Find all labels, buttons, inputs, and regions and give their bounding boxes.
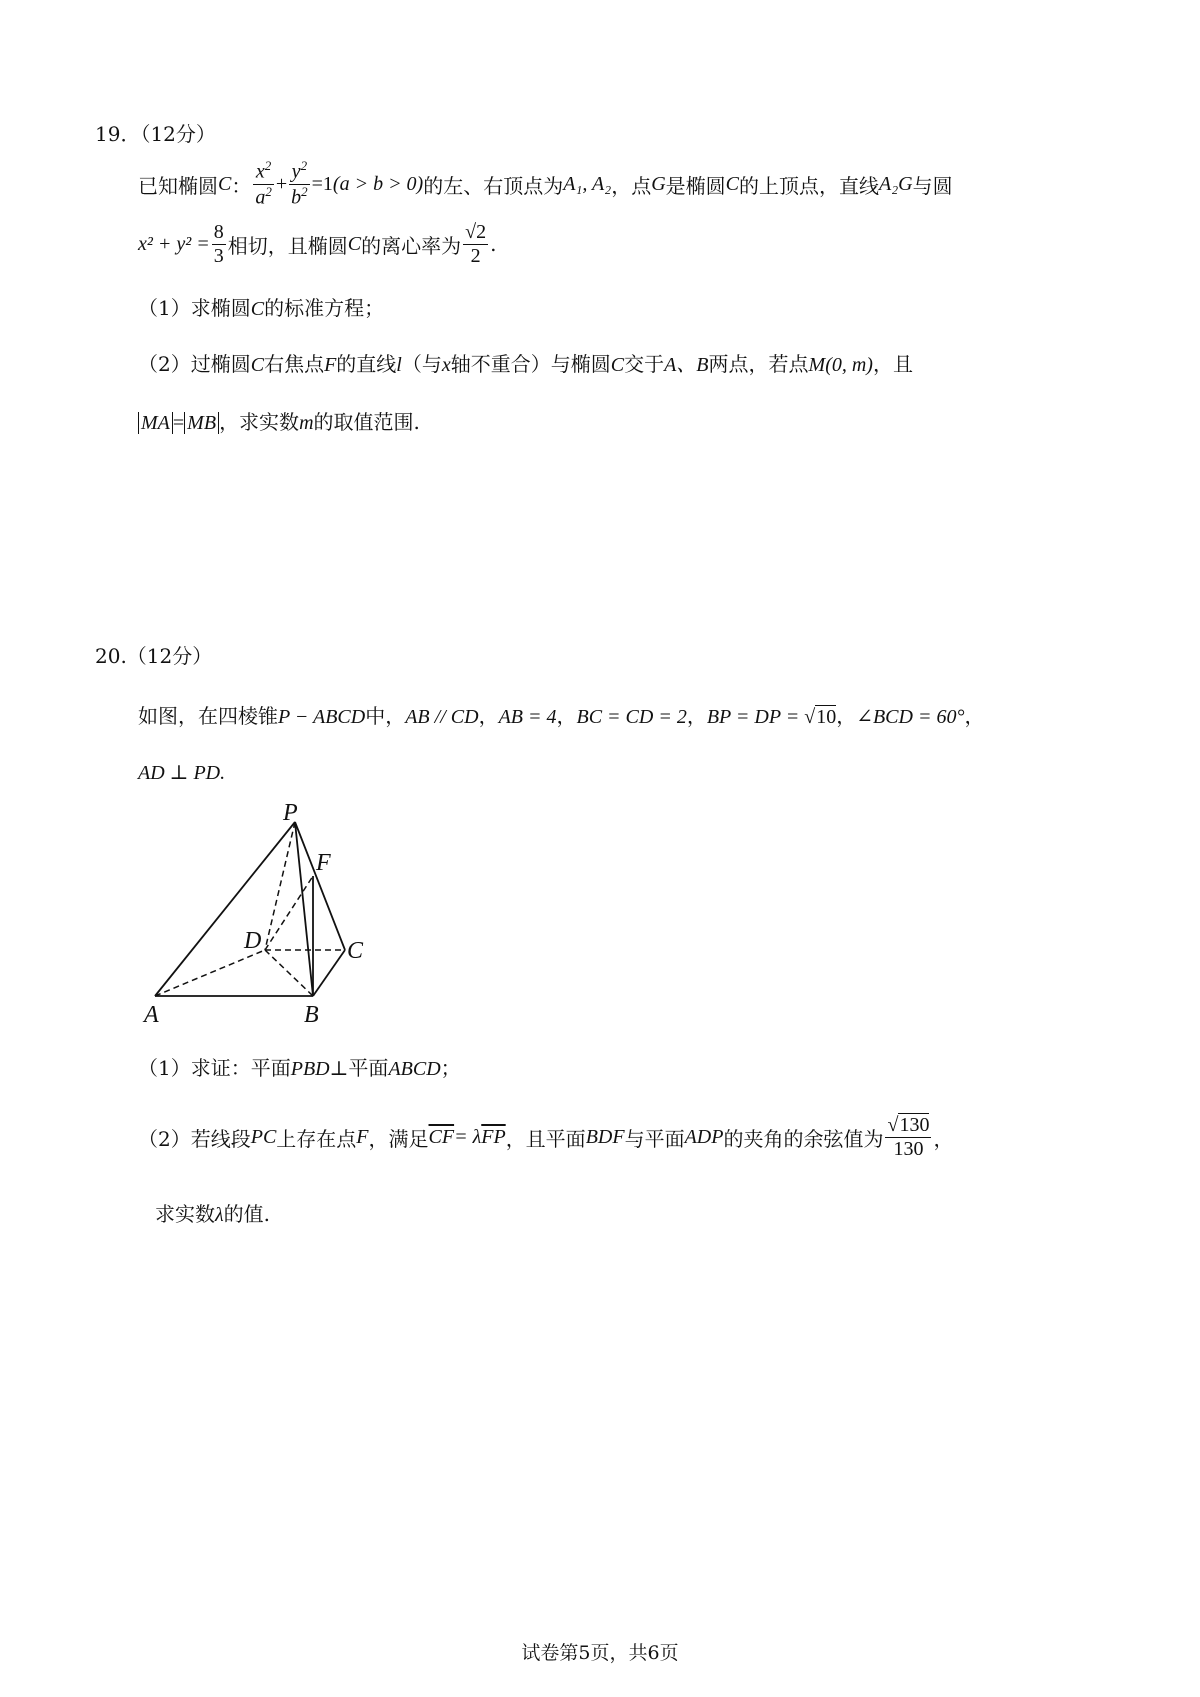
q20-part2-line2: 求实数λ的值.	[155, 1202, 271, 1226]
edge-PA	[155, 822, 295, 996]
edge-DB	[265, 950, 313, 996]
q19-part1: （1）求椭圆C的标准方程；	[138, 296, 385, 320]
q19-stem-line2: x² + y² = $\frac{8}{3}$ 相切，且椭圆 C 的离心率为 $\frac{√2}{2}$ .	[138, 220, 497, 267]
edge-AD	[155, 950, 265, 996]
q19-heading: 19．（12分）	[95, 122, 216, 146]
fraction-y2-b2: $\frac{y^2}{b^2}$	[291, 157, 308, 209]
q20-part1: （1）求证：平面PBD⊥平面ABCD；	[138, 1056, 461, 1080]
edge-CB	[313, 950, 345, 996]
pyramid-figure	[140, 800, 380, 1030]
fraction-8-3: $\frac{8}{3}$	[213, 220, 224, 267]
q19-stem-line1: 已知椭圆 C ： $\frac{x^2}{a^2}$ + $\frac{y^2}{b^2}$ =1 (a > b > 0) 的左、右顶点为 A₁, A₂ ，点 G 是椭圆 C 的上顶点，直线 A₂G 与圆	[138, 157, 953, 209]
q19-part2-line1: （2）过椭圆C右焦点F的直线l（与x轴不重合）与椭圆C交于A、B两点，若点M(0, m)，且	[138, 352, 913, 376]
q20-stem-line2: AD ⊥ PD.	[138, 762, 226, 784]
page-footer: 试卷第5页，共6页	[521, 1642, 679, 1664]
label-C: C	[347, 938, 364, 964]
edge-DF	[265, 876, 313, 950]
label-A: A	[144, 1002, 159, 1028]
q19-part2-line2: MA = MB ，求实数m的取值范围.	[138, 406, 420, 435]
q20-heading: 20.（12分）	[95, 644, 213, 668]
q20-part2-line1: （2）若线段 PC 上存在点 F ，满足 $\overline{CF}$ = λ $\overline{FP}$ ，且平面 BDF 与平面 ADP 的夹角的余弦值为 $\frac{√130}{130}$ ，	[138, 1113, 954, 1160]
label-P: P	[283, 800, 298, 826]
fraction-x2-a2: $\frac{x^2}{a^2}$	[255, 157, 272, 209]
edge-PB	[295, 822, 313, 996]
fraction-sqrt130-130: $\frac{√130}{130}$	[887, 1113, 930, 1160]
label-B: B	[304, 1002, 319, 1028]
label-D: D	[244, 928, 262, 954]
q20-stem-line1: 如图，在四棱锥P − ABCD中，AB // CD，AB = 4，BC = CD = 2，BP = DP = √10，∠BCD = 60°，	[138, 704, 985, 728]
fraction-sqrt2-2: $\frac{√2}{2}$	[465, 220, 487, 267]
label-F: F	[316, 850, 331, 876]
